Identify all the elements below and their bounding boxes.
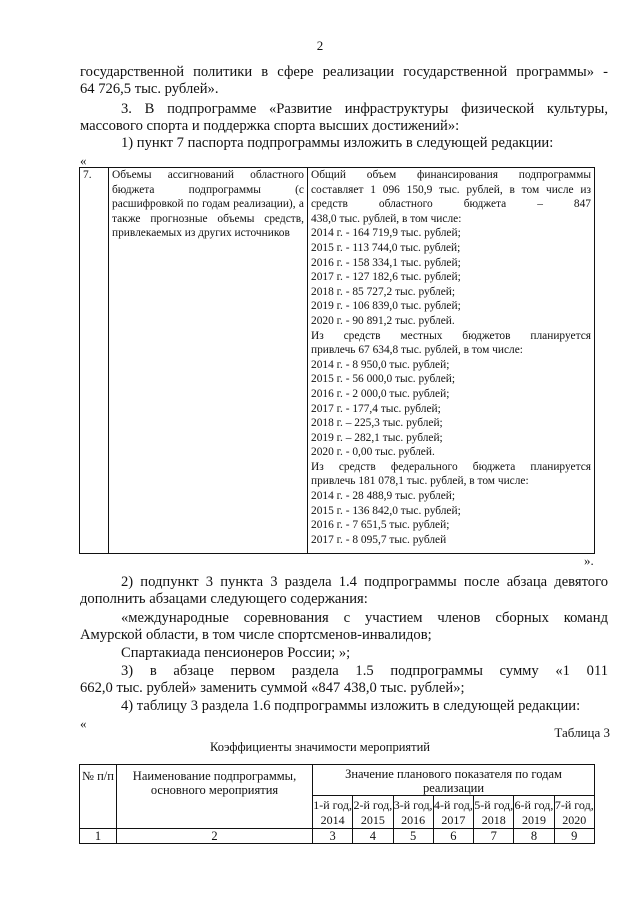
table3-caption: Таблица 3 — [554, 725, 610, 740]
table3-opening-quote: « — [80, 716, 87, 731]
value-line: средств областного бюджета – 847 — [311, 198, 591, 211]
value-line: 2015 г. - 56 000,0 тыс. рублей; — [311, 373, 456, 386]
intro-line-2: 64 726,5 тыс. рублей». — [80, 81, 219, 97]
year-value: 2020 — [562, 813, 587, 827]
insert-line-1: «международные соревнования с участием членов сборных команд — [121, 610, 608, 626]
passport-table — [79, 167, 595, 554]
value-line: Из средств местных бюджетов планируется — [311, 329, 591, 342]
value-line: привлечь 181 078,1 тыс. рублей, в том числе: — [311, 475, 529, 488]
value-line: составляет 1 096 150,9 тыс. рублей, в том числе из — [311, 183, 591, 196]
closing-quote: ». — [584, 553, 594, 568]
item2-line-2: дополнить абзацами следующего содержания: — [80, 591, 368, 607]
value-line: 2020 г. - 0,00 тыс. рублей. — [311, 446, 435, 459]
value-line: Общий объем финансирования подпрограммы — [311, 169, 591, 181]
year-value: 2019 — [521, 813, 546, 827]
year-label: 1-й год, — [313, 798, 353, 812]
page-number: 2 — [316, 38, 324, 53]
value-line: 2017 г. - 127 182,6 тыс. рублей; — [311, 271, 461, 284]
insert-line-2: Амурской области, в том числе спортсменов-инвалидов; — [80, 627, 432, 643]
passport-row-number: 7. — [80, 168, 109, 554]
year-label: 4-й год, — [434, 798, 473, 812]
header-value: Значение планового показателя по годам реализации — [313, 765, 595, 796]
value-line: 2015 г. - 136 842,0 тыс. рублей; — [311, 504, 461, 517]
value-line: 2016 г. - 2 000,0 тыс. рублей; — [311, 387, 450, 400]
header-number: № п/п — [80, 765, 117, 829]
value-line: 2020 г. - 90 891,2 тыс. рублей. — [311, 314, 455, 327]
value-line: 2016 г. - 158 334,1 тыс. рублей; — [311, 256, 461, 269]
year-column — [554, 796, 594, 829]
value-line: 2014 г. - 8 950,0 тыс. рублей; — [311, 358, 450, 371]
column-number: 9 — [554, 829, 594, 844]
passport-row-values — [308, 168, 595, 554]
year-label: 3-й год, — [393, 798, 433, 812]
year-value: 2017 — [441, 813, 466, 827]
value-line: 2015 г. - 113 744,0 тыс. рублей; — [311, 241, 461, 254]
value-line: 2019 г. – 282,1 тыс. рублей; — [311, 431, 443, 444]
year-column — [313, 796, 353, 829]
value-line: 2018 г. – 225,3 тыс. рублей; — [311, 417, 443, 430]
table3-title: Коэффициенты значимости мероприятий — [210, 740, 430, 754]
item3-subitem-1: 1) пункт 7 паспорта подпрограммы изложить в следующей редакции: — [121, 135, 554, 151]
value-line: 2014 г. - 28 488,9 тыс. рублей; — [311, 490, 456, 503]
value-line: 2017 г. - 8 095,7 тыс. рублей — [311, 533, 447, 546]
value-line: Из средств федерального бюджета планируется — [311, 460, 591, 473]
year-value: 2016 — [401, 813, 426, 827]
coefficients-table — [79, 764, 595, 844]
column-number: 8 — [514, 829, 554, 844]
year-column — [393, 796, 433, 829]
column-number: 6 — [433, 829, 473, 844]
item2-line-1: 2) подпункт 3 пункта 3 раздела 1.4 подпрограммы после абзаца девятого — [121, 574, 608, 590]
year-label: 7-й год, — [554, 798, 594, 812]
value-line: 2016 г. - 7 651,5 тыс. рублей; — [311, 519, 450, 532]
value-line: 2017 г. - 177,4 тыс. рублей; — [311, 402, 441, 415]
header-name: Наименование подпрограммы, основного мероприятия — [117, 765, 313, 829]
year-column — [474, 796, 514, 829]
item4-line-1: 4) таблицу 3 раздела 1.6 подпрограммы изложить в следующей редакции: — [121, 698, 581, 714]
item3-heading-line-2: массового спорта и поддержка спорта высших достижений»: — [80, 118, 460, 134]
year-value: 2014 — [320, 813, 345, 827]
column-number: 1 — [80, 829, 117, 844]
passport-row-name: Объемы ассигнований областного бюджета подпрограммы (с расшифровкой по годам реализации), а также прогнозные объемы средств, привлекаемых из других источников — [112, 169, 304, 240]
column-number: 4 — [353, 829, 393, 844]
year-column — [514, 796, 554, 829]
passport-row — [80, 168, 595, 554]
value-line: привлечь 67 634,8 тыс. рублей, в том числе: — [311, 344, 523, 357]
year-label: 6-й год, — [514, 798, 554, 812]
item3-heading-line-1: 3. В подпрограмме «Развитие инфраструктуры физической культуры, — [121, 101, 608, 117]
year-label: 2-й год, — [353, 798, 393, 812]
column-number: 3 — [313, 829, 353, 844]
year-column — [353, 796, 393, 829]
year-column — [433, 796, 473, 829]
table-numbering-row — [80, 829, 595, 844]
year-value: 2015 — [360, 813, 385, 827]
insert-line-3: Спартакиада пенсионеров России; »; — [121, 645, 351, 661]
item3b-line-1: 3) в абзаце первом раздела 1.5 подпрограммы сумму «1 011 — [121, 663, 608, 679]
passport-row-name-cell — [109, 168, 308, 554]
intro-line-1: государственной политики в сфере реализации государственной программы» - — [80, 64, 608, 80]
value-line: 2014 г. - 164 719,9 тыс. рублей; — [311, 227, 461, 240]
value-line: 2019 г. - 106 839,0 тыс. рублей; — [311, 300, 461, 313]
value-line: 438,0 тыс. рублей, в том числе: — [311, 212, 462, 225]
item3b-line-2: 662,0 тыс. рублей» заменить суммой «847 438,0 тыс. рублей»; — [80, 680, 465, 696]
column-number: 7 — [474, 829, 514, 844]
table-header-row — [80, 765, 595, 796]
column-number: 5 — [393, 829, 433, 844]
year-label: 5-й год, — [474, 798, 514, 812]
value-line: 2018 г. - 85 727,2 тыс. рублей; — [311, 285, 456, 298]
opening-quote: « — [80, 153, 87, 168]
column-number: 2 — [117, 829, 313, 844]
year-value: 2018 — [481, 813, 506, 827]
